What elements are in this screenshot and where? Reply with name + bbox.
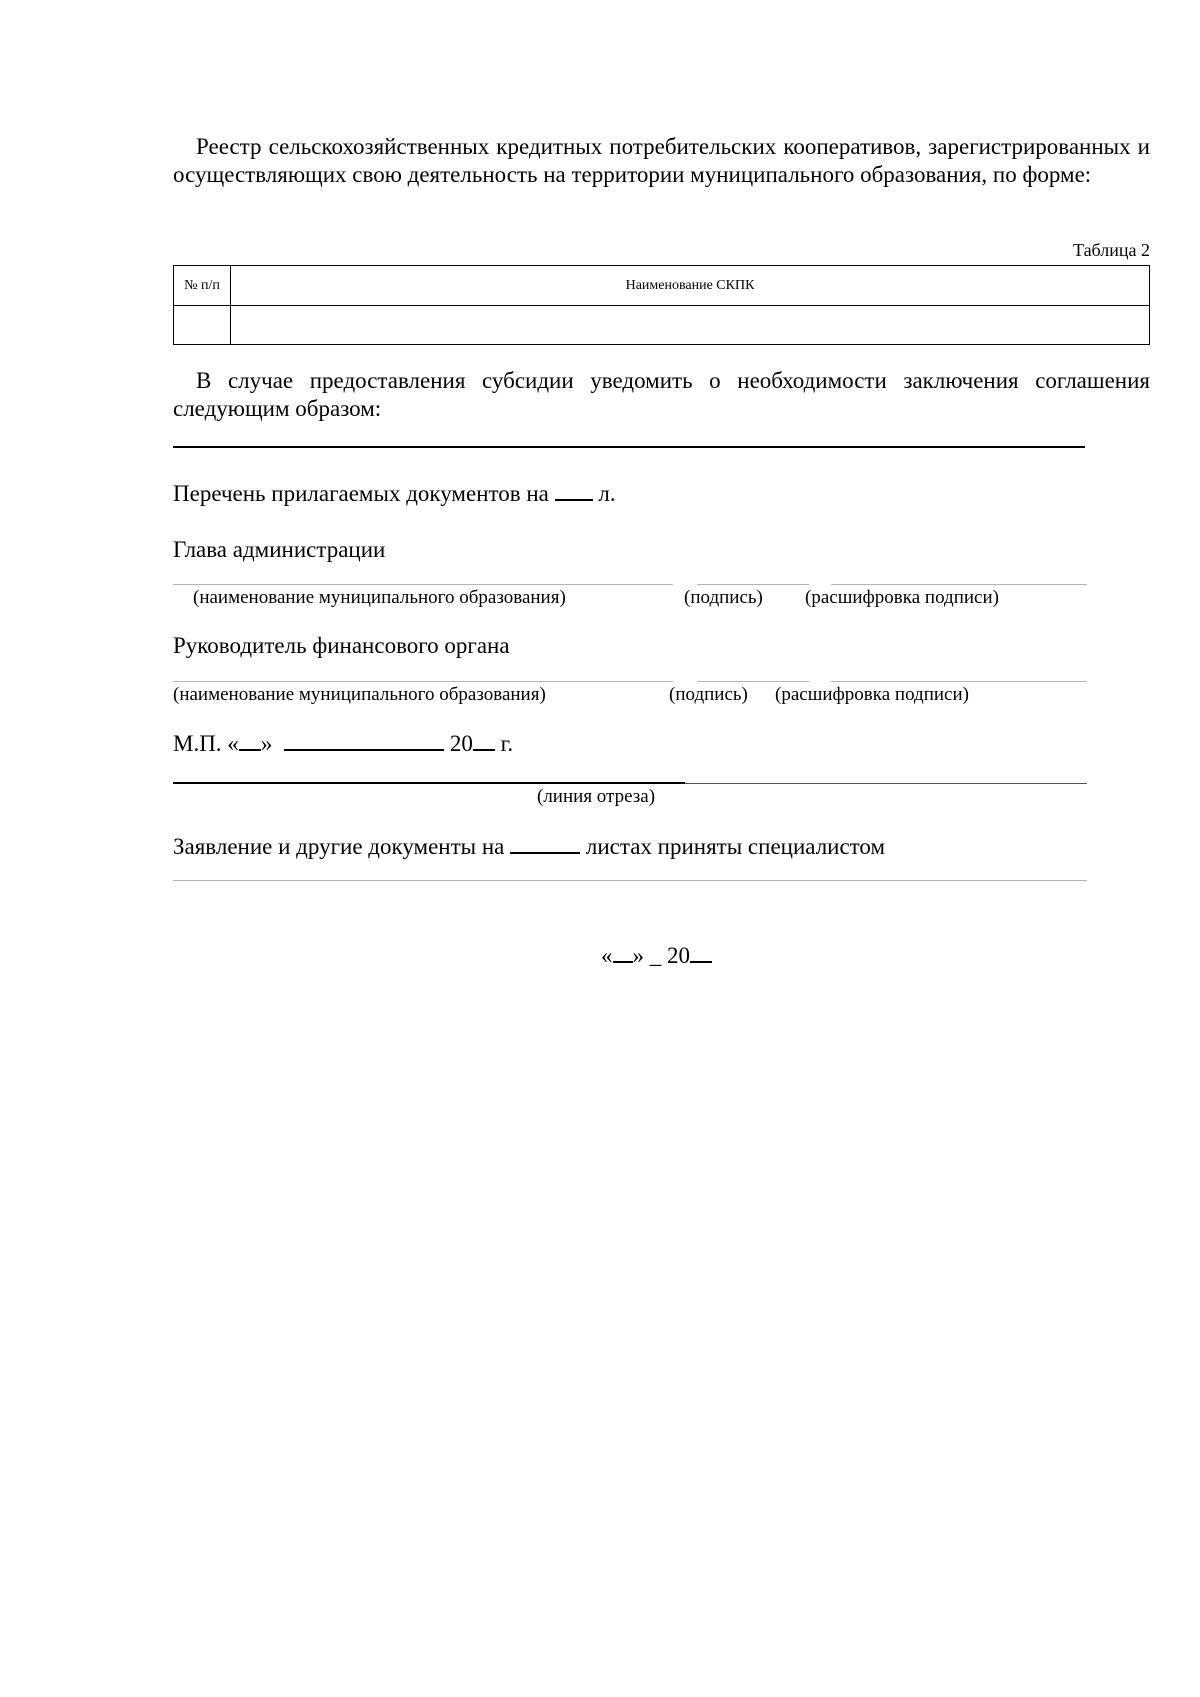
stamp-quote-close: » bbox=[260, 731, 273, 756]
finance-head-municipality-line bbox=[173, 681, 673, 682]
finance-head-caption-signature: (подпись) bbox=[669, 684, 748, 705]
table-caption: Таблица 2 bbox=[1073, 240, 1150, 260]
table-cell-name bbox=[231, 306, 1150, 345]
cut-line-caption: (линия отреза) bbox=[537, 786, 656, 807]
notification-method-line bbox=[173, 446, 1085, 448]
footer-year-prefix: 20 bbox=[667, 943, 690, 968]
head-admin-decoding-line bbox=[831, 584, 1087, 585]
footer-date bbox=[601, 941, 712, 970]
stamp-day-blank bbox=[239, 729, 261, 751]
registry-table bbox=[173, 265, 1150, 345]
receipt-pages-blank bbox=[510, 832, 580, 854]
finance-head-decoding-line bbox=[831, 681, 1087, 682]
specialist-name-line bbox=[173, 880, 1087, 881]
column-header-name: Наименование СКПК bbox=[231, 266, 1150, 306]
cut-line-left bbox=[173, 782, 685, 784]
finance-head-caption-decoding: (расшифровка подписи) bbox=[775, 684, 969, 705]
subsidy-paragraph: В случае предоставления субсидии уведомить о необходимости заключения соглашения следующим образом: bbox=[173, 368, 1150, 421]
attachments-pages-blank bbox=[555, 479, 593, 501]
receipt-suffix: листах приняты специалистом bbox=[585, 834, 886, 859]
cut-line-right bbox=[685, 783, 1087, 784]
column-header-number: № п/п bbox=[174, 266, 231, 306]
head-admin-caption-signature: (подпись) bbox=[684, 587, 763, 608]
stamp-mp-label: М.П. « bbox=[173, 731, 239, 756]
receipt-line bbox=[173, 832, 885, 861]
stamp-month-blank bbox=[284, 729, 444, 751]
footer-open-quote: « bbox=[601, 943, 613, 968]
finance-head-caption-municipality: (наименование муниципального образования) bbox=[173, 684, 546, 705]
stamp-year-suffix: г. bbox=[500, 731, 514, 756]
footer-close-quote: » bbox=[632, 943, 644, 968]
table-header-row bbox=[174, 266, 1150, 306]
finance-head-title: Руководитель финансового органа bbox=[173, 633, 510, 658]
head-admin-signature-line bbox=[697, 584, 809, 585]
footer-separator: _ bbox=[649, 943, 662, 968]
footer-year-blank bbox=[690, 941, 712, 963]
head-admin-municipality-line bbox=[173, 584, 673, 585]
stamp-year-blank bbox=[473, 729, 495, 751]
receipt-prefix: Заявление и другие документы на bbox=[173, 834, 505, 859]
stamp-date-line bbox=[173, 729, 513, 758]
table-row bbox=[174, 306, 1150, 345]
stamp-year-prefix: 20 bbox=[449, 731, 473, 756]
head-admin-caption-decoding: (расшифровка подписи) bbox=[805, 587, 999, 608]
attachments-prefix: Перечень прилагаемых документов на bbox=[173, 481, 549, 506]
footer-day-blank bbox=[613, 941, 633, 963]
attachments-line bbox=[173, 479, 616, 508]
attachments-suffix: л. bbox=[598, 481, 616, 506]
head-admin-title: Глава администрации bbox=[173, 537, 386, 562]
intro-paragraph: Реестр сельскохозяйственных кредитных потребительских кооперативов, зарегистрированных и осуществляющих свою деятельность на территории муниципального образования, по форме: bbox=[173, 134, 1150, 187]
finance-head-signature-line bbox=[697, 681, 809, 682]
head-admin-caption-municipality: (наименование муниципального образования) bbox=[193, 587, 566, 608]
table-cell-number bbox=[174, 306, 231, 345]
